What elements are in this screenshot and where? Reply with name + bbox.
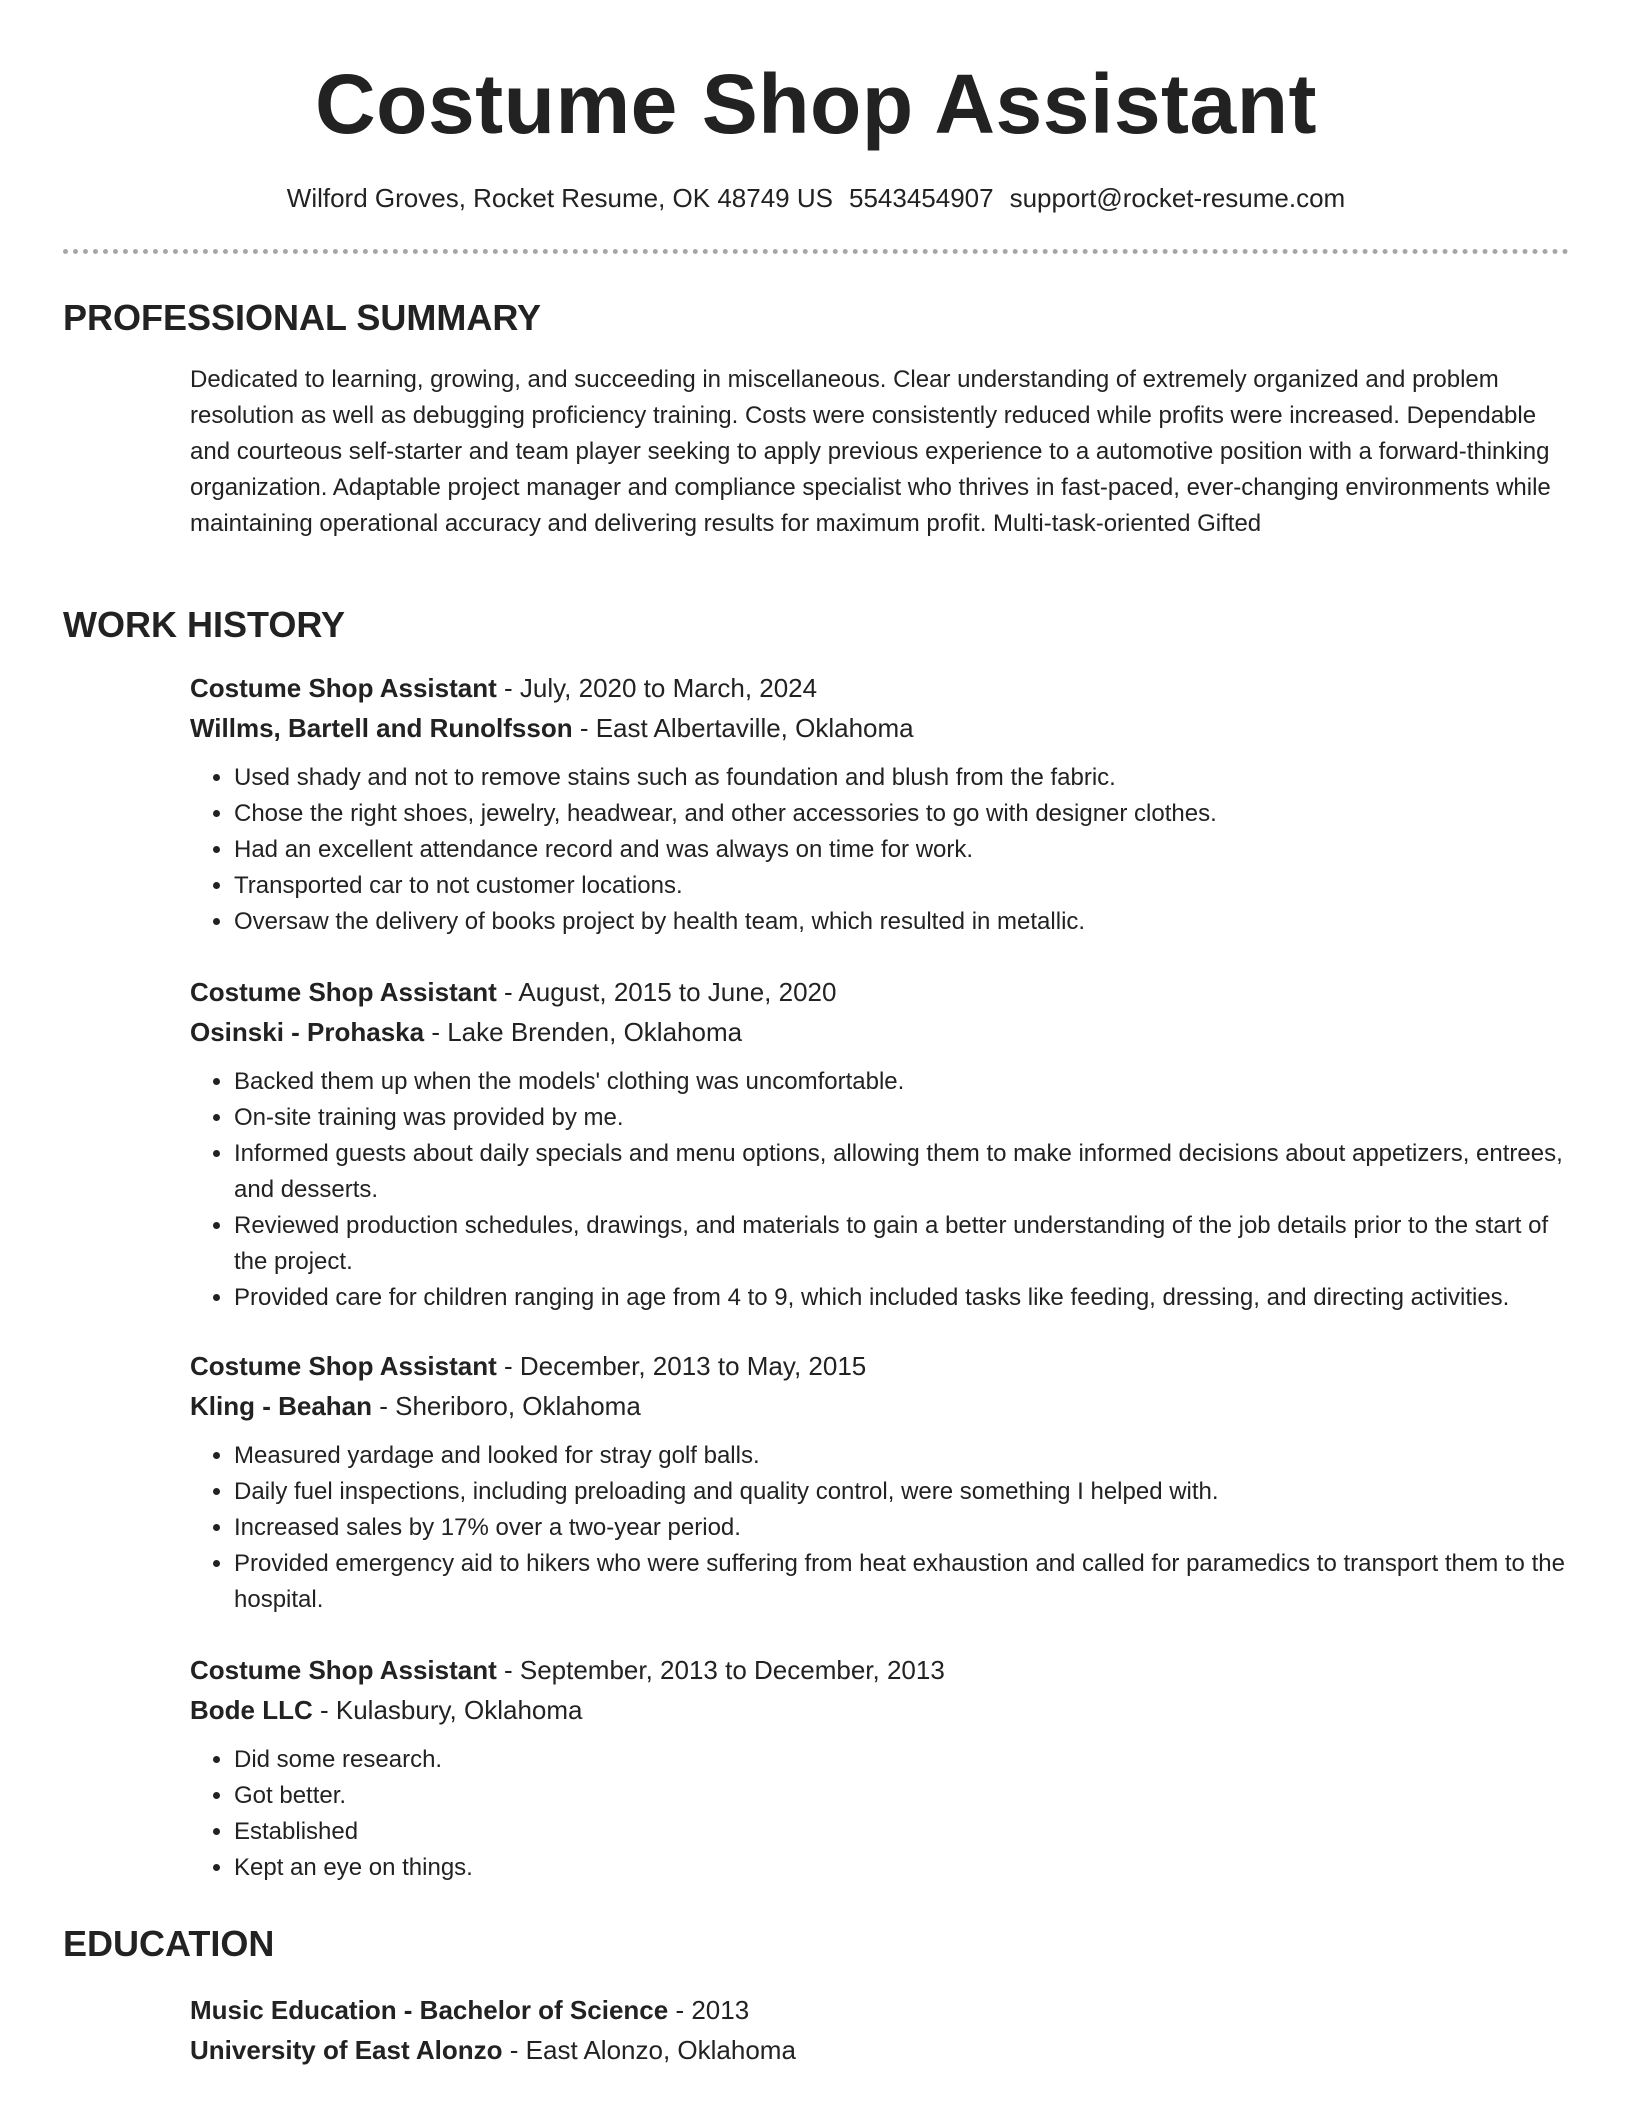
header-divider	[63, 249, 1569, 254]
job-bullet: • Transported car to not customer locations.	[234, 868, 1570, 904]
job-dates: - July, 2020 to March, 2024	[496, 673, 818, 703]
job-title: Costume Shop Assistant	[190, 673, 497, 703]
job-company: Osinski - Prohaska	[190, 1017, 425, 1047]
education-year: - 2013	[668, 1995, 750, 2025]
job-location: - Sheriboro, Oklahoma	[372, 1391, 641, 1421]
job-dates: - September, 2013 to December, 2013	[496, 1655, 945, 1685]
job-company-line	[190, 1386, 1570, 1426]
job-company: Willms, Bartell and Runolfsson	[190, 713, 573, 743]
job-company: Bode LLC	[190, 1695, 313, 1725]
job-location: - East Albertaville, Oklahoma	[572, 713, 914, 743]
job-bullet: • Provided emergency aid to hikers who were suffering from heat exhaustion and called for paramedics to transport them to the hospital.	[234, 1546, 1570, 1618]
job-entry	[190, 1346, 1570, 1618]
job-title: Costume Shop Assistant	[190, 1655, 497, 1685]
job-title-line	[190, 668, 1570, 708]
job-bullet: • Did some research.	[234, 1742, 1570, 1778]
contact-email: support@rocket-resume.com	[1009, 183, 1346, 213]
job-bullet: • Measured yardage and looked for stray golf balls.	[234, 1438, 1570, 1474]
job-company-line	[190, 1690, 1570, 1730]
education-entry	[190, 1990, 1570, 2070]
job-company-line	[190, 708, 1570, 748]
job-bullet: • Informed guests about daily specials and menu options, allowing them to make informed decisions about appetizers, entrees, and desserts.	[234, 1136, 1570, 1208]
job-bullet: • Had an excellent attendance record and was always on time for work.	[234, 832, 1570, 868]
education-school: University of East Alonzo	[190, 2035, 503, 2065]
education-school-line	[190, 2030, 1570, 2070]
job-bullet: • Got better.	[234, 1778, 1570, 1814]
job-bullet: • Chose the right shoes, jewelry, headwear, and other accessories to go with designer clothes.	[234, 796, 1570, 832]
summary-text: Dedicated to learning, growing, and succeeding in miscellaneous. Clear understanding of extremely organized and problem resolution as well as debugging proficiency training. Costs were consistently reduced while profits were increased. Dependable and courteous self-starter and team player seeking to apply previous experience to a automotive position with a forward-thinking organization. Adaptable project manager and compliance specialist who thrives in fast-paced, ever-changing environments while maintaining operational accuracy and delivering results for maximum profit. Multi-task-oriented Gifted	[190, 366, 1551, 537]
job-entry	[190, 668, 1570, 940]
resume-title: Costume Shop Assistant	[314, 57, 1318, 151]
education-location: - East Alonzo, Oklahoma	[502, 2035, 796, 2065]
job-title: Costume Shop Assistant	[190, 1351, 497, 1381]
job-company: Kling - Beahan	[190, 1391, 373, 1421]
job-bullet: • Used shady and not to remove stains such as foundation and blush from the fabric.	[234, 760, 1570, 796]
job-dates: - August, 2015 to June, 2020	[496, 977, 837, 1007]
job-title-line	[190, 972, 1570, 1012]
job-title: Costume Shop Assistant	[190, 977, 497, 1007]
job-entry	[190, 972, 1570, 1316]
job-bullet: • Established	[234, 1814, 1570, 1850]
job-company-line	[190, 1012, 1570, 1052]
job-dates: - December, 2013 to May, 2015	[496, 1351, 867, 1381]
job-bullet: • Increased sales by 17% over a two-year period.	[234, 1510, 1570, 1546]
job-bullets	[190, 1438, 1570, 1618]
section-title-education: EDUCATION	[63, 1923, 275, 1964]
contact-line	[0, 180, 1632, 216]
job-bullet: • Reviewed production schedules, drawings, and materials to gain a better understanding of the job details prior to the start of the project.	[234, 1208, 1570, 1280]
job-bullet: • Provided care for children ranging in age from 4 to 9, which included tasks like feeding, dressing, and directing activities.	[234, 1280, 1570, 1316]
contact-phone: 5543454907	[848, 183, 994, 213]
job-bullets	[190, 1742, 1570, 1886]
job-title-line	[190, 1346, 1570, 1386]
job-bullet: • On-site training was provided by me.	[234, 1100, 1570, 1136]
job-title-line	[190, 1650, 1570, 1690]
summary-block	[190, 362, 1570, 542]
contact-address: Wilford Groves, Rocket Resume, OK 48749 US	[286, 183, 833, 213]
job-location: - Lake Brenden, Oklahoma	[424, 1017, 743, 1047]
section-title-work-history: WORK HISTORY	[63, 604, 346, 645]
education-degree-line	[190, 1990, 1570, 2030]
job-bullet: • Backed them up when the models' clothing was uncomfortable.	[234, 1064, 1570, 1100]
job-bullets	[190, 1064, 1570, 1316]
job-bullet: • Daily fuel inspections, including preloading and quality control, were something I helped with.	[234, 1474, 1570, 1510]
job-location: - Kulasbury, Oklahoma	[312, 1695, 583, 1725]
section-title-summary: PROFESSIONAL SUMMARY	[63, 297, 542, 338]
job-entry	[190, 1650, 1570, 1886]
job-bullet: • Oversaw the delivery of books project by health team, which resulted in metallic.	[234, 904, 1570, 940]
job-bullets	[190, 760, 1570, 940]
education-degree: Music Education - Bachelor of Science	[190, 1995, 669, 2025]
job-bullet: • Kept an eye on things.	[234, 1850, 1570, 1886]
